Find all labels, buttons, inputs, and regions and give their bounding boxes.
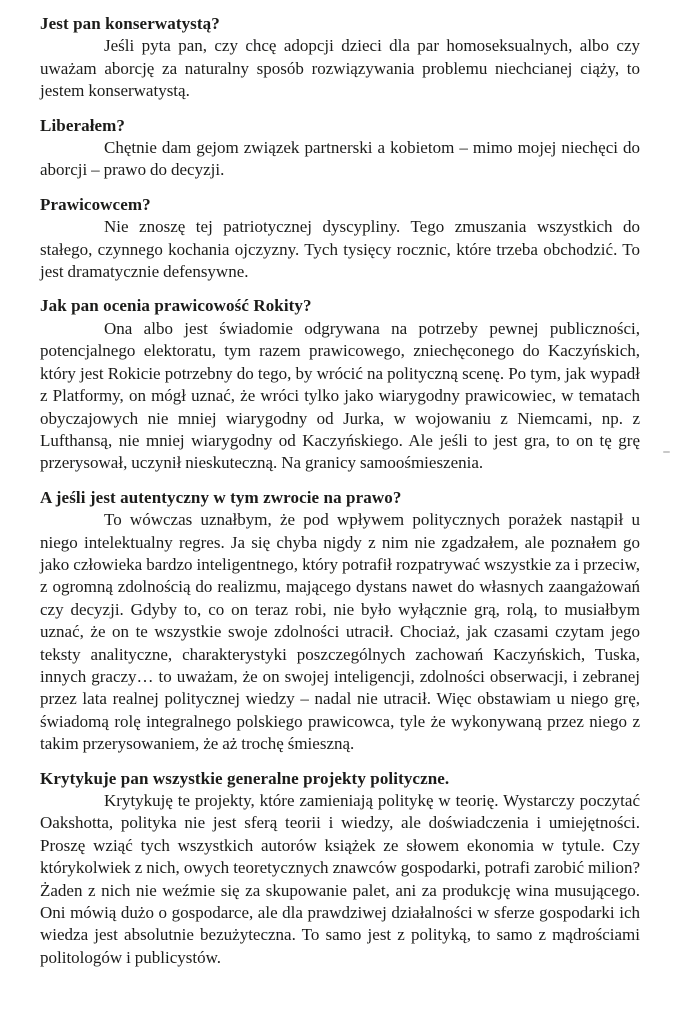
answer-paragraph: Nie znoszę tej patriotycznej dyscypliny. Tego zmuszania wszystkich do stałego, czynnego kochania ojczyzny. Tych tysięcy rocznic, które trzeba obchodzić. To jest dramatycznie defensywne.: [40, 217, 640, 282]
answer-paragraph: Jeśli pyta pan, czy chcę adopcji dzieci dla par homoseksualnych, albo czy uważam aborcję za naturalny sposób rozwiązywania problemu niechcianej ciąży, to jestem konserwatystą.: [40, 36, 640, 101]
question-heading: Krytykuje pan wszystkie generalne projekty polityczne.: [40, 768, 450, 788]
qa-block-4: [40, 295, 640, 474]
answer-paragraph: Ona albo jest świadomie odgrywana na potrzeby pewnej publiczności, potencjalnego elektoratu, tym razem prawicowego, zniechęconego do Kaczyńskich, który jest Rokicie potrzebny do tego, by wrócić na polityczną scenę. Po tym, jak wypadł z Platformy, on mógł uznać, że wróci tylko jako wiarygodny prawicowiec, w tematach obyczajowych nie mniej wiarygodny od Jurka, w wojowaniu z Niemcami, np. z Lufthansą, nie mniej wiarygodny od Kaczyńskiego. Ale jeśli to jest gra, to on tę grę przerysował, uczynił nieskuteczną. Na granicy samoośmieszenia.: [40, 318, 640, 473]
scan-artifact-mark: [663, 451, 670, 453]
question-heading: Liberałem?: [40, 115, 126, 135]
question-heading: Jak pan ocenia prawicowość Rokity?: [40, 296, 312, 316]
question-heading: A jeśli jest autentyczny w tym zwrocie na prawo?: [40, 487, 402, 507]
answer-paragraph: Chętnie dam gejom związek partnerski a kobietom – mimo mojej niechęci do aborcji – prawo do decyzji.: [40, 138, 640, 180]
answer-paragraph: Krytykuję te projekty, które zamieniają politykę w teorię. Wystarczy poczytać Oakshotta, polityka nie jest sferą teorii i wiedzy, ale doświadczenia i umiejętności. Proszę wziąć tych wszystkich autorów książek ze słowem ekonomia w tytule. Czy którykolwiek z nich, owych teoretycznych znawców gospodarki, potrafi zarobić milion? Żaden z nich nie weźmie się za skupowanie palet, ani za produkcję wina musującego. Oni mówią dużo o gospodarce, ale dla prawdziwej działalności w sferze gospodarki ich wiedza jest absolutnie bezużyteczna. To samo jest z polityką, to samo z mądrościami politologów i publicystów.: [40, 791, 640, 967]
qa-block-6: [40, 768, 640, 970]
answer-paragraph: To wówczas uznałbym, że pod wpływem politycznych porażek nastąpił u niego intelektualny regres. Ja się chyba nigdy z nim nie zgadzałem, ale poznałem go jako człowieka bardzo inteligentnego, który potrafił rozpatrywać wszystkie za i przeciw, z ogromną zdolnością do realizmu, mającego dystans nawet do własnych zaangażowań czy decyzji. Gdyby to, co on teraz robi, nie było wyłącznie grą, rolą, to musiałbym uznać, że on te wszystkie swoje zdolności utracił. Chociaż, jak czasami czytam jego teksty analityczne, charakterystyki poszczególnych zachowań Kaczyńskich, Tuska, innych graczy… to uważam, że on swojej inteligencji, zdolności obserwacji, i zebranej przez lata realnej politycznej wiedzy – nadal nie utracił. Więc obstawiam u niego grę, świadomą rolę integralnego polskiego prawicowca, tyle że wykonywaną przez niego z takim przerysowaniem, że aż trochę śmieszną.: [40, 510, 640, 754]
qa-block-5: [40, 487, 640, 756]
qa-block-1: [40, 13, 640, 103]
question-heading: Prawicowcem?: [40, 194, 151, 214]
question-heading: Jest pan konserwatystą?: [40, 14, 220, 33]
qa-block-2: [40, 115, 640, 182]
qa-block-3: [40, 194, 640, 284]
